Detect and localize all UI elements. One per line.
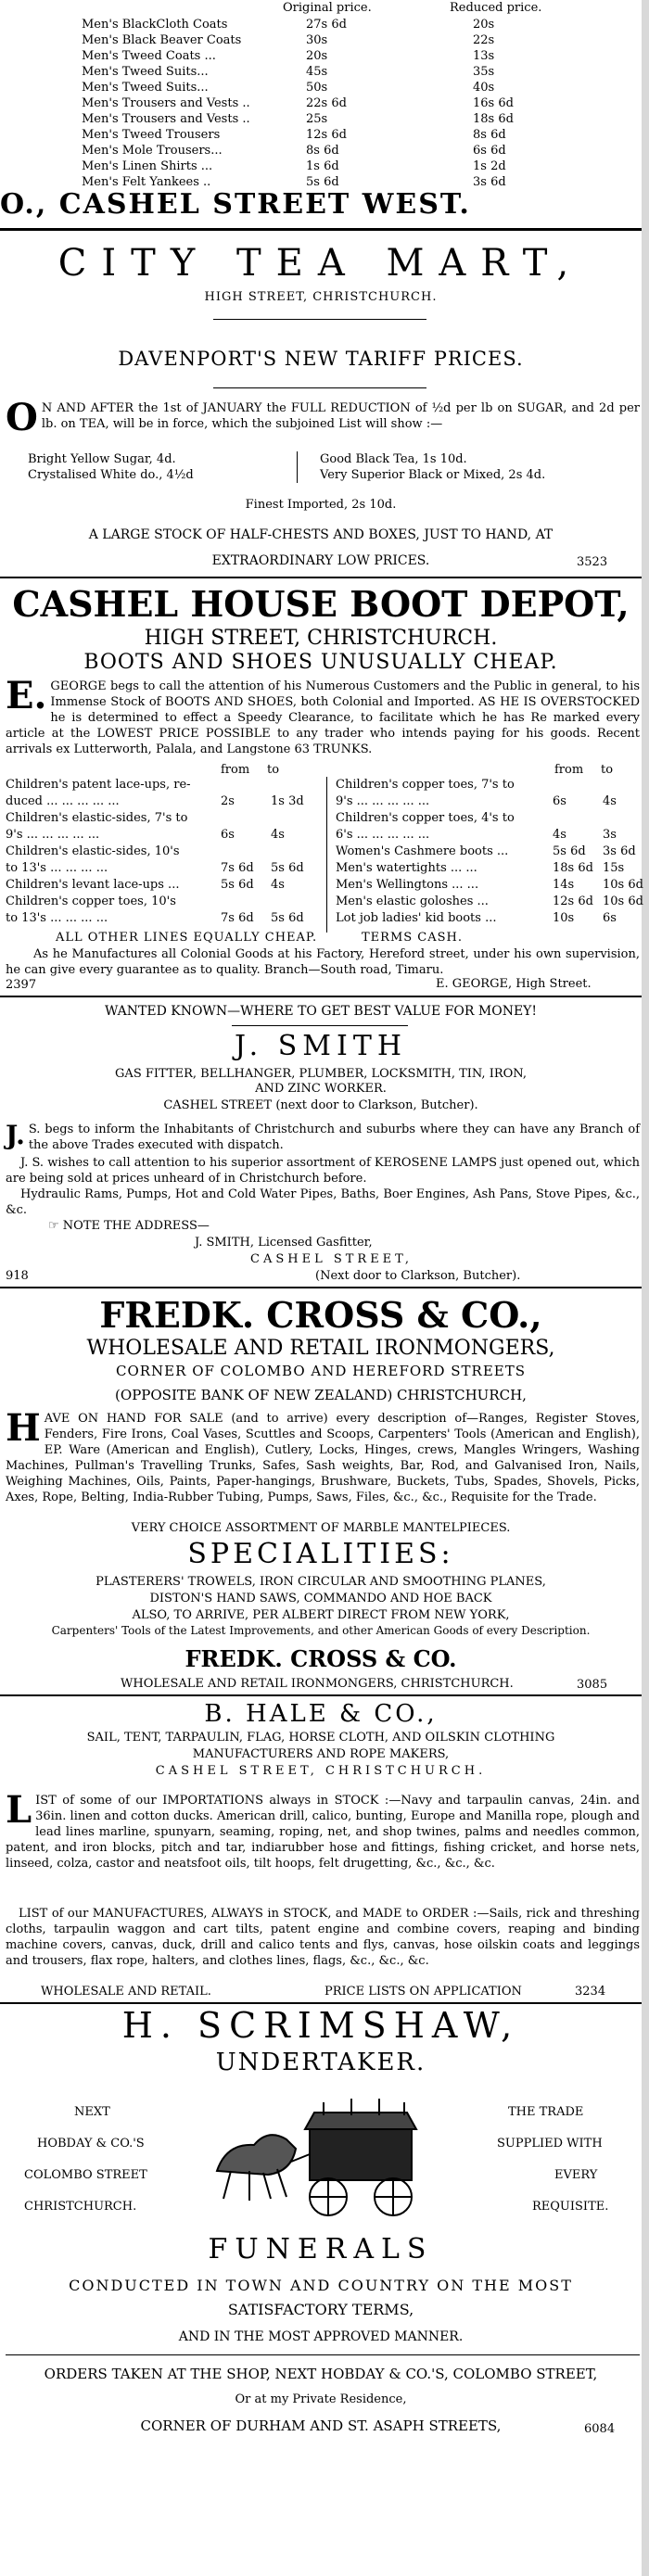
boot-terms: TERMS CASH. — [362, 931, 464, 945]
clothing-item: Men's BlackCloth Coats — [82, 18, 228, 32]
tea-price-right-1: Good Black Tea, 1s 10d. — [320, 452, 467, 466]
boot-price-from: 5s 6d — [553, 844, 586, 858]
clothing-original-price: 20s — [306, 49, 328, 63]
scan-edge — [642, 0, 649, 2576]
clothing-item: Men's Trousers and Vests .. — [82, 96, 250, 110]
smith-address: CASHEL STREET (next door to Clarkson, Butcher). — [163, 1098, 478, 1112]
boot-item: Men's elastic goloshes ... — [336, 895, 489, 908]
boot-item: Children's copper toes, 4's to — [336, 811, 515, 825]
boot-depot-title: CASHEL HOUSE BOOT DEPOT, — [12, 583, 630, 625]
hale-para2: LIST of our MANUFACTURES, ALWAYS in STOCK, and MADE to ORDER :—Sails, rick and threshing cloths, tarpaulin waggon and cart tilts, patent engine and combine covers, reaping and binding machine covers, canvas, duck, drill and calico tents and flys, canvas, hose oilskin coats and leggings and trousers, flax rope, halters, and clothes lines, flags, &c., &c., &c. — [6, 1907, 640, 1968]
clothing-item: Men's Mole Trousers... — [82, 144, 223, 158]
ad-number: 918 — [6, 1269, 29, 1283]
boot-price-to: 5s 6d — [271, 861, 304, 875]
divider — [0, 577, 642, 578]
clothing-original-price: 27s 6d — [306, 18, 347, 32]
ad-number: 3234 — [575, 1985, 606, 1999]
column-divider — [297, 451, 298, 483]
tea-mart-address: HIGH STREET, CHRISTCHURCH. — [204, 290, 438, 304]
clothing-original-price: 5s 6d — [306, 175, 339, 189]
divider — [0, 1287, 642, 1288]
boot-price-to: 4s — [271, 878, 285, 892]
smith-wanted: WANTED KNOWN—WHERE TO GET BEST VALUE FOR MONEY! — [104, 1004, 538, 1019]
hale-line1: SAIL, TENT, TARPAULIN, FLAG, HORSE CLOTH, AND OILSKIN CLOTHING — [86, 1731, 555, 1745]
hale-footer-mid: PRICE LISTS ON APPLICATION — [324, 1985, 522, 1999]
boot-manufacture-text: As he Manufactures all Colonial Goods at his Factory, Hereford street, under his own supervision, he can give every guarantee as to quality. — [6, 947, 640, 977]
short-divider — [6, 2354, 640, 2355]
divider — [0, 228, 642, 231]
scrimshaw-funerals: FUNERALS — [208, 2233, 434, 2265]
drop-cap: H — [6, 1406, 41, 1450]
scrimshaw-conducted3: AND IN THE MOST APPROVED MANNER. — [178, 2329, 464, 2344]
ad-number: 2397 — [6, 978, 37, 992]
boot-item: Children's patent lace-ups, re- — [6, 778, 191, 792]
smith-sig2: CASHEL STREET, — [250, 1252, 414, 1266]
cross-footer-sub: WHOLESALE AND RETAIL IRONMONGERS, CHRISTCHURCH. — [121, 1677, 514, 1691]
clothing-reduced-price: 40s — [473, 81, 495, 95]
scrimshaw-left-2: HOBDAY & CO.'S — [37, 2137, 145, 2151]
cross-intro — [6, 1406, 640, 1505]
clothing-original-price: 50s — [306, 81, 328, 95]
smith-sig3: (Next door to Clarkson, Butcher). — [315, 1269, 521, 1283]
tea-finest: Finest Imported, 2s 10d. — [245, 498, 397, 512]
scrimshaw-right-4: REQUISITE. — [532, 2200, 609, 2214]
boot-depot-intro — [6, 674, 640, 757]
scrimshaw-left-4: CHRISTCHURCH. — [24, 2200, 137, 2214]
cross-title: FREDK. CROSS & CO., — [99, 1294, 542, 1336]
clothing-reduced-price: 13s — [473, 49, 495, 63]
hale-footer-left: WHOLESALE AND RETAIL. — [41, 1985, 211, 1999]
boot-item: 9's ... ... ... ... ... — [336, 794, 430, 808]
clothing-reduced-price: 6s 6d — [473, 144, 506, 158]
cross-opposite: (OPPOSITE BANK OF NEW ZEALAND) CHRISTCHURCH, — [115, 1387, 527, 1403]
drop-cap: L — [6, 1788, 32, 1832]
pointing-hand-icon: ☞ — [48, 1219, 63, 1233]
scrimshaw-right-3: EVERY — [554, 2168, 598, 2182]
boot-price-from: 5s 6d — [221, 878, 254, 892]
tea-stock-line2: EXTRAORDINARY LOW PRICES. — [211, 553, 430, 568]
tea-mart-title: CITY TEA MART, — [57, 242, 584, 285]
hale-line2: MANUFACTURERS AND ROPE MAKERS, — [192, 1747, 450, 1761]
cross-spec2: DISTON'S HAND SAWS, COMMANDO AND HOE BACK — [149, 1592, 492, 1605]
reduced-price-header: Reduced price. — [450, 1, 542, 15]
cross-subtitle: WHOLESALE AND RETAIL IRONMONGERS, — [86, 1337, 555, 1360]
boot-item: Children's elastic-sides, 7's to — [6, 811, 188, 825]
drop-cap: E. — [6, 674, 47, 717]
boot-price-to: 3s 6d — [603, 844, 636, 858]
boot-item: Women's Cashmere boots ... — [336, 844, 509, 858]
divider — [0, 2002, 642, 2004]
clothing-reduced-price: 20s — [473, 18, 495, 32]
boot-item: duced ... ... ... ... ... — [6, 794, 120, 808]
hale-intro-text: IST of some of our IMPORTATIONS always in STOCK :—Navy and tarpaulin canvas, 24in. and 36in. linen and cotton ducks. American drill, calico, bunting, Europe and Manilla rope, plough and lead lines marline, spunyarn, seaming, roping, net, and shop twines, palms and needles common, patent, and iron blocks, pitch and tar, indiarubber hose and fittings, fishing cricket, and horse nets, linseed, colza, castor and neatsfoot oils, tilt hoops, felt drugetting, &c., &c., &c. — [6, 1794, 640, 1871]
clothing-item: Men's Trousers and Vests .. — [82, 112, 250, 126]
drop-cap: O — [6, 396, 38, 439]
scrimshaw-right-1: THE TRADE — [508, 2105, 584, 2119]
boot-item: Children's copper toes, 7's to — [336, 778, 515, 792]
col-from: from — [221, 763, 250, 777]
clothing-reduced-price: 18s 6d — [473, 112, 514, 126]
ad-number: 3523 — [577, 555, 608, 569]
boot-item: Children's elastic-sides, 10's — [6, 844, 180, 858]
clothing-original-price: 45s — [306, 65, 328, 79]
col-to: to — [267, 763, 280, 777]
tea-stock-line1: A LARGE STOCK OF HALF-CHESTS AND BOXES, JUST TO HAND, AT — [88, 527, 554, 542]
scrimshaw-conducted2: SATISFACTORY TERMS, — [227, 2301, 414, 2318]
divider — [0, 1694, 642, 1696]
hearse-illustration-icon — [198, 2087, 439, 2227]
cross-mantel: VERY CHOICE ASSORTMENT OF MARBLE MANTELPIECES. — [131, 1521, 511, 1535]
clothing-reduced-price: 3s 6d — [473, 175, 506, 189]
drop-cap: J. — [6, 1120, 25, 1150]
boot-price-to: 10s 6d — [603, 878, 643, 892]
clothing-reduced-price: 16s 6d — [473, 96, 514, 110]
hale-line3: CASHEL STREET, CHRISTCHURCH. — [155, 1764, 487, 1778]
scrimshaw-left-3: COLOMBO STREET — [24, 2168, 147, 2182]
short-divider — [232, 1025, 408, 1026]
smith-para2: J. S. wishes to call attention to his superior assortment of KEROSENE LAMPS just opened out, which are being sold at prices unheard of in Christchurch before. — [6, 1156, 640, 1186]
clothing-item: Men's Linen Shirts ... — [82, 159, 213, 173]
cross-spec4: Carpenters' Tools of the Latest Improvements, and other American Goods of every Description. — [51, 1624, 591, 1637]
boot-item: 9's ... ... ... ... ... — [6, 828, 100, 842]
scrimshaw-orders1: ORDERS TAKEN AT THE SHOP, NEXT HOBDAY & CO.'S, COLOMBO STREET, — [44, 2366, 598, 2382]
boot-price-from: 4s — [553, 828, 566, 842]
col-from: from — [554, 763, 584, 777]
tea-mart-headline: DAVENPORT'S NEW TARIFF PRICES. — [118, 348, 524, 370]
boot-price-from: 2s — [221, 794, 235, 808]
smith-name: J. SMITH — [234, 1030, 408, 1062]
scrimshaw-title: H. SCRIMSHAW, — [121, 2005, 520, 2046]
clothing-reduced-price: 35s — [473, 65, 495, 79]
clothing-reduced-price: 22s — [473, 33, 495, 47]
scrimshaw-orders3: CORNER OF DURHAM AND ST. ASAPH STREETS, — [140, 2417, 502, 2434]
scrimshaw-conducted1: CONDUCTED IN TOWN AND COUNTRY ON THE MOST — [69, 2277, 573, 2294]
clothing-item: Men's Tweed Trousers — [82, 128, 221, 142]
clothing-original-price: 22s 6d — [306, 96, 347, 110]
boot-price-from: 12s 6d — [553, 895, 593, 908]
ad-number: 3085 — [577, 1678, 608, 1692]
boot-price-from: 18s 6d — [553, 861, 593, 875]
boot-depot-intro-text: GEORGE begs to call the attention of his Numerous Customers and the Public in general, to his Immense Stock of BOOTS AND SHOES, both Colonial and Imported. AS HE IS OVERSTOCKED he is determined to effect a Speedy Clearance, to facilitate which he has Re marked every article at the LOWEST PRICE POSSIBLE to any trader who intends paying for his goods. Recent arrivals ex Lutterworth, Palala, and Langstone 63 TRUNKS. — [6, 679, 640, 756]
boot-price-to: 6s — [603, 911, 617, 925]
cross-specialities: SPECIALITIES: — [187, 1538, 454, 1570]
cross-spec3: ALSO, TO ARRIVE, PER ALBERT DIRECT FROM NEW YORK, — [132, 1608, 510, 1622]
boot-item: Men's watertights ... ... — [336, 861, 477, 875]
original-price-header: Original price. — [283, 1, 372, 15]
scrimshaw-right-2: SUPPLIED WITH — [497, 2137, 603, 2151]
boot-price-from: 7s 6d — [221, 911, 254, 925]
boot-all-other: ALL OTHER LINES EQUALLY CHEAP. — [56, 931, 318, 945]
cross-intro-text: AVE ON HAND FOR SALE (and to arrive) every description of—Ranges, Register Stoves, Fenders, Fire Irons, Coal Vases, Scuttles and Scoops, Carpenters' Tools (American and English), EP. Ware (American and English), Cutlery, Locks, Hinges, crews, Mangles Wringers, Washing Machines, Pullman's Travelling Trunks, Safes, Sash weights, Bar, Rod, and Galvanised Iron, Nails, Weighing Machines, Oils, Paints, Paper-hangings, Brushware, Buckets, Tubs, Spades, Shovels, Picks, Axes, Rope, Belting, India-Rubber Tubing, Pumps, Saws, Files, &c., &c., Requisite for the Trade. — [6, 1412, 640, 1504]
cross-footer-title: FREDK. CROSS & CO. — [185, 1645, 457, 1672]
boot-price-to: 4s — [271, 828, 285, 842]
clothing-item: Men's Tweed Coats ... — [82, 49, 216, 63]
boot-depot-headline: BOOTS AND SHOES UNUSUALLY CHEAP. — [83, 651, 558, 674]
clothing-item: Men's Felt Yankees .. — [82, 175, 211, 189]
clothing-item: Men's Black Beaver Coats — [82, 33, 242, 47]
cross-spec1: PLASTERERS' TROWELS, IRON CIRCULAR AND SMOOTHING PLANES, — [95, 1575, 546, 1589]
boot-branch: Branch—South road, Timaru. — [263, 963, 444, 977]
boot-price-from: 14s — [553, 878, 575, 892]
column-divider — [326, 777, 327, 933]
clothing-reduced-price: 1s 2d — [473, 159, 506, 173]
clothing-original-price: 25s — [306, 112, 328, 126]
boot-price-to: 5s 6d — [271, 911, 304, 925]
clothing-original-price: 12s 6d — [306, 128, 347, 142]
boot-item: Men's Wellingtons ... ... — [336, 878, 479, 892]
clothing-reduced-price: 8s 6d — [473, 128, 506, 142]
scrimshaw-orders2: Or at my Private Residence, — [235, 2392, 407, 2406]
hale-title: B. HALE & CO., — [204, 1700, 438, 1728]
boot-price-from: 7s 6d — [221, 861, 254, 875]
smith-intro — [6, 1122, 640, 1153]
smith-note-text: NOTE THE ADDRESS— — [62, 1219, 210, 1233]
boot-price-to: 15s — [603, 861, 625, 875]
boot-item: Lot job ladies' kid boots ... — [336, 911, 497, 925]
boot-item: 6's ... ... ... ... ... — [336, 828, 430, 842]
smith-trades2: AND ZINC WORKER. — [255, 1082, 387, 1096]
col-to: to — [601, 763, 614, 777]
ad-number: 6084 — [584, 2422, 616, 2436]
short-divider — [213, 387, 426, 388]
boot-signature: E. GEORGE, High Street. — [436, 977, 592, 991]
clothing-item: Men's Tweed Suits... — [82, 65, 209, 79]
boot-item: Children's levant lace-ups ... — [6, 878, 180, 892]
tea-mart-intro-text: N AND AFTER the 1st of JANUARY the FULL REDUCTION of ½d per lb on SUGAR, and 2d per lb. on TEA, will be in force, which the subjoined List will show :— — [41, 401, 640, 431]
clothing-item: Men's Tweed Suits... — [82, 81, 209, 95]
clothing-store-address: O., CASHEL STREET WEST. — [0, 188, 471, 221]
scrimshaw-subtitle: UNDERTAKER. — [215, 2049, 426, 2076]
boot-price-from: 10s — [553, 911, 575, 925]
tea-price-left-2: Crystalised White do., 4½d — [28, 468, 194, 482]
boot-price-to: 1s 3d — [271, 794, 304, 808]
tea-mart-intro — [6, 396, 640, 439]
boot-price-to: 10s 6d — [603, 895, 643, 908]
boot-manufacture — [6, 946, 640, 978]
boot-price-to: 3s — [603, 828, 617, 842]
scrimshaw-left-1: NEXT — [74, 2105, 110, 2119]
smith-sig1: J. SMITH, Licensed Gasfitter, — [195, 1236, 373, 1250]
boot-price-from: 6s — [553, 794, 566, 808]
short-divider — [213, 319, 426, 320]
clothing-original-price: 30s — [306, 33, 328, 47]
clothing-original-price: 8s 6d — [306, 144, 339, 158]
smith-para3: Hydraulic Rams, Pumps, Hot and Cold Water Pipes, Baths, Boer Engines, Ash Pans, Stove Pipes, &c., &c. — [6, 1187, 640, 1217]
boot-price-from: 6s — [221, 828, 235, 842]
boot-item: to 13's ... ... ... ... — [6, 861, 108, 875]
smith-intro-text: S. begs to inform the Inhabitants of Christchurch and suburbs where they can have any Branch of the above Trades executed with dispatch. — [28, 1123, 640, 1152]
smith-note — [48, 1218, 210, 1234]
tea-price-right-2: Very Superior Black or Mixed, 2s 4d. — [320, 468, 546, 482]
boot-depot-address: HIGH STREET, CHRISTCHURCH. — [144, 627, 498, 650]
hale-intro — [6, 1788, 640, 1872]
cross-corner: CORNER OF COLOMBO AND HEREFORD STREETS — [115, 1363, 526, 1379]
tea-price-left-1: Bright Yellow Sugar, 4d. — [28, 452, 176, 466]
divider — [0, 996, 642, 997]
boot-item: Children's copper toes, 10's — [6, 895, 176, 908]
boot-item: to 13's ... ... ... ... — [6, 911, 108, 925]
smith-trades1: GAS FITTER, BELLHANGER, PLUMBER, LOCKSMITH, TIN, IRON, — [115, 1067, 527, 1081]
boot-price-to: 4s — [603, 794, 617, 808]
clothing-original-price: 1s 6d — [306, 159, 339, 173]
